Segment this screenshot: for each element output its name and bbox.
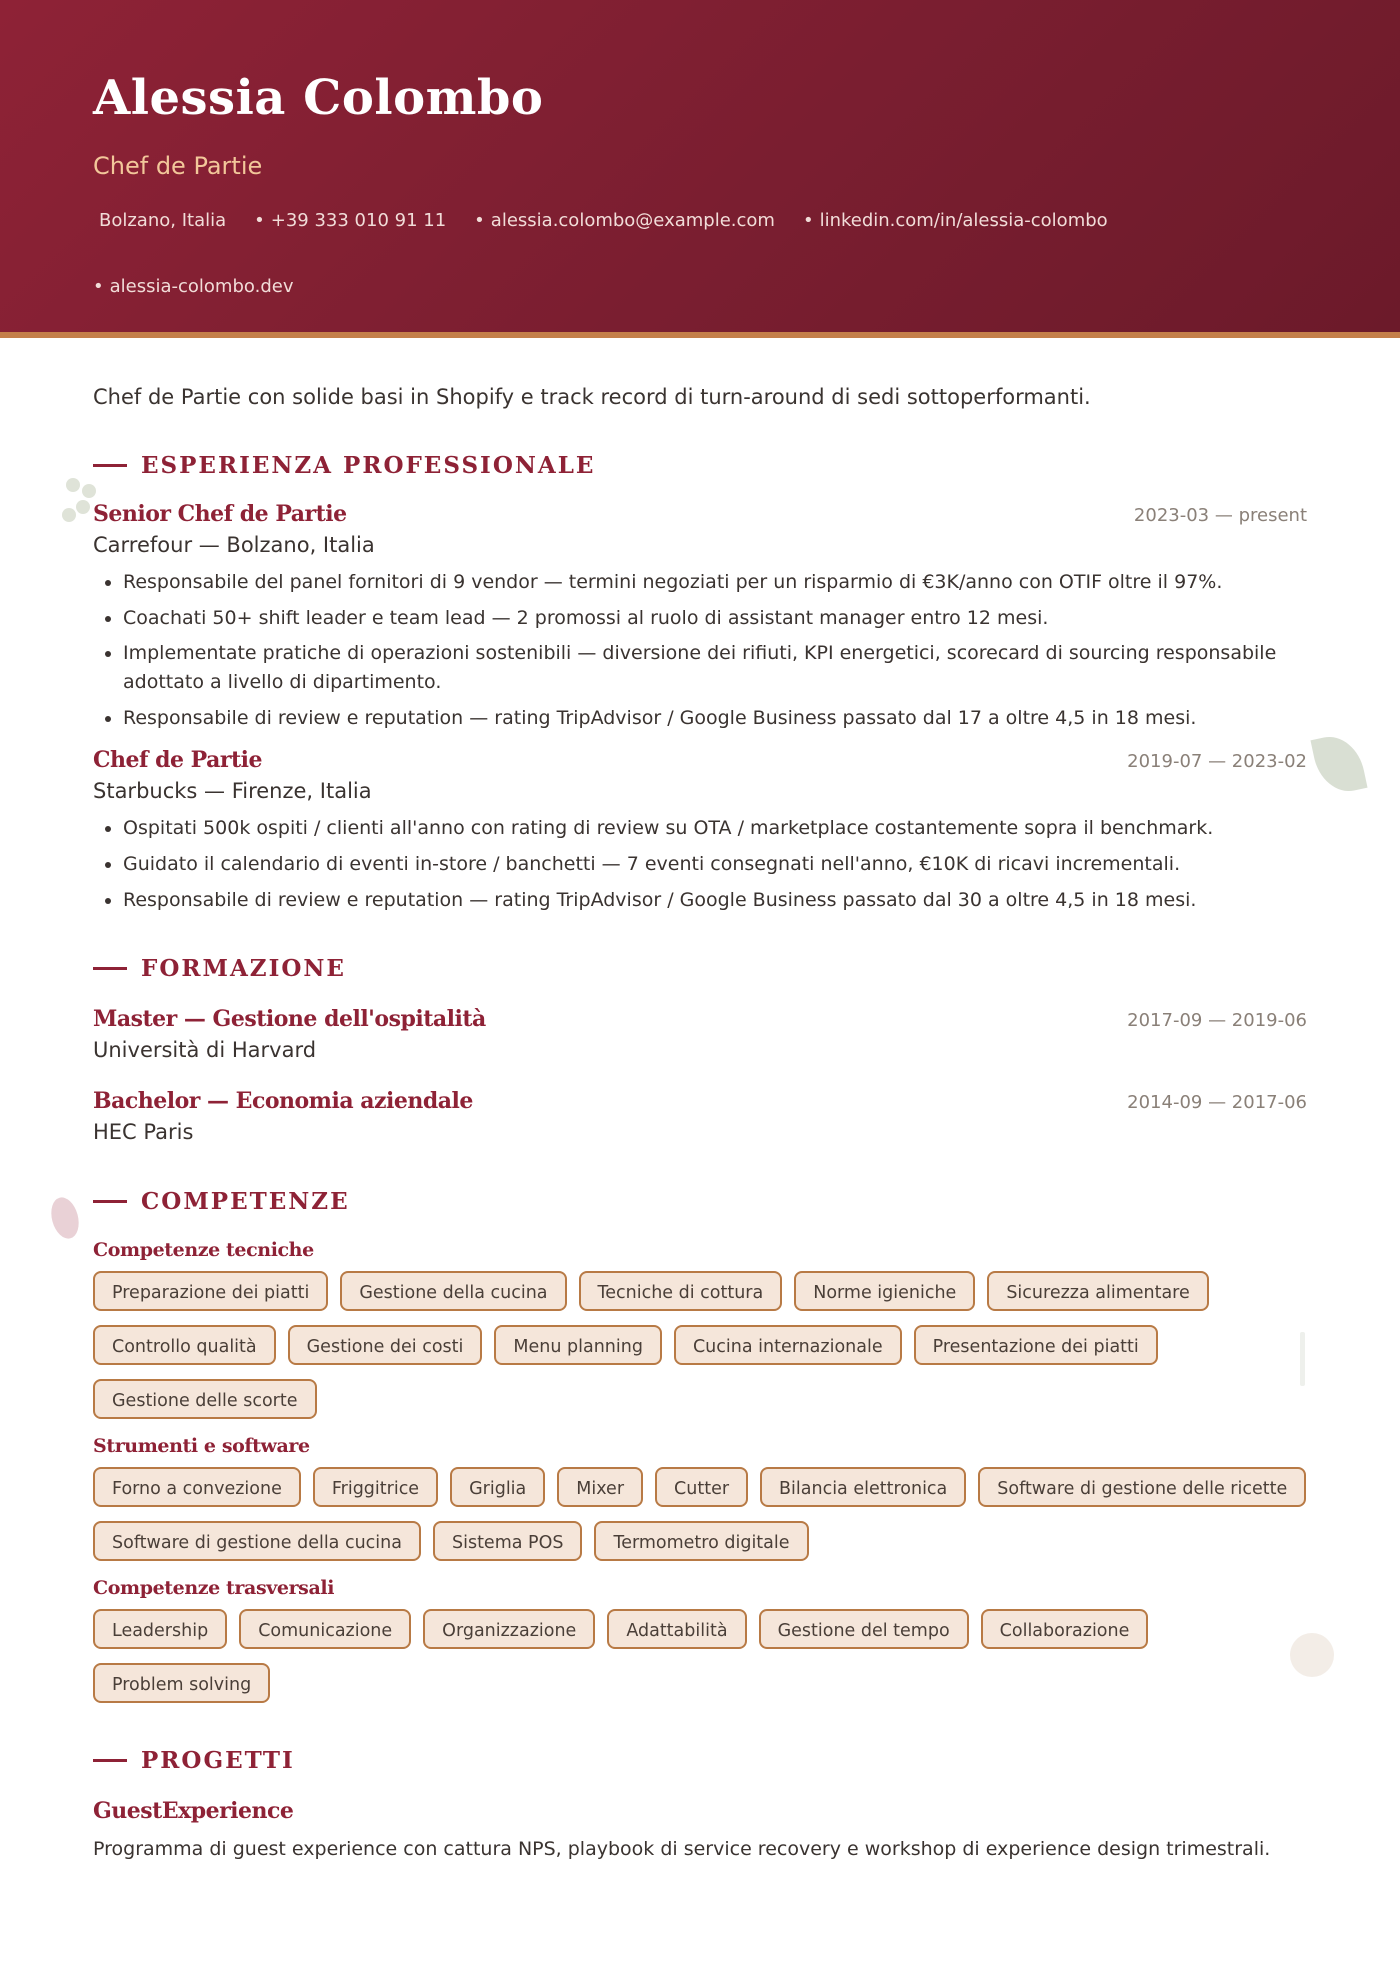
soft-skill-chip: Organizzazione [423,1609,595,1649]
skill-group [93,1435,1307,1561]
resume-header [0,0,1400,338]
skill-chip: Gestione della cucina [340,1271,566,1311]
section-heading: FORMAZIONE [93,955,1307,982]
job-title: Chef de Partie [93,152,263,180]
candidate-name: Alessia Colombo [93,70,544,126]
skill-chip: Controllo qualità [93,1325,276,1365]
job-bullets [93,567,1307,733]
bullet-dot-icon: • [93,276,104,297]
skill-chip: Tecniche di cottura [579,1271,783,1311]
soft-skill-chip: Gestione del tempo [759,1609,969,1649]
job-bullets [93,813,1307,915]
soft-skill-chip: Leadership [93,1609,227,1649]
project-entry [93,1798,1307,1860]
tool-chip: Software di gestione della cucina [93,1521,421,1561]
skill-chip: Cucina internazionale [674,1325,902,1365]
experience-section [93,452,1307,915]
job-role: Chef de Partie [93,747,262,773]
job-bullet: • Guidato il calendario di eventi in-store / banchetti — 7 eventi consegnati nell'anno, €10K di ricavi incrementali. [123,849,1307,879]
skill-group-title: Competenze tecniche [93,1239,314,1261]
degree-dates: 2014-09 — 2017-06 [1127,1092,1307,1113]
contact-linkedin[interactable]: • linkedin.com/in/alessia-colombo [802,210,1108,231]
degree-title: Bachelor — Economia aziendale [93,1088,473,1114]
skill-chip: Gestione dei costi [288,1325,483,1365]
tool-chip: Sistema POS [433,1521,583,1561]
skill-chip: Norme igieniche [794,1271,975,1311]
tool-chip: Termometro digitale [594,1521,808,1561]
tool-chip: Mixer [557,1467,643,1507]
job-bullet: • Responsabile del panel fornitori di 9 vendor — termini negoziati per un risparmio di €3K/anno con OTIF oltre il 97%. [123,567,1307,597]
job-entry [93,747,1307,915]
project-name: GuestExperience [93,1798,294,1824]
resume-body [93,370,1307,1860]
section-heading: PROGETTI [93,1747,1307,1774]
skill-chip: Gestione delle scorte [93,1379,317,1419]
soft-skill-chip: Adattabilità [607,1609,746,1649]
summary-text: Chef de Partie con solide basi in Shopify e track record di turn-around di sedi sottoperformanti. [93,385,1091,409]
skill-chips [93,1609,1307,1703]
soft-skill-chip: Comunicazione [239,1609,411,1649]
contact-phone[interactable]: • +39 333 010 91 11 [254,210,447,231]
soft-skill-chip: Problem solving [93,1663,270,1703]
skill-chip: Sicurezza alimentare [987,1271,1208,1311]
heading-rule [93,464,127,467]
decorative-leaf-icon [1310,731,1367,797]
job-dates: 2023-03 — present [1133,505,1307,526]
section-heading: COMPETENZE [93,1188,1307,1215]
job-bullet: • Responsabile di review e reputation — rating TripAdvisor / Google Business passato dal 17 a oltre 4,5 in 18 mesi. [123,703,1307,733]
education-entry [93,1006,1307,1062]
contact-list [93,205,1313,303]
degree-title: Master — Gestione dell'ospitalità [93,1006,486,1032]
job-bullet: • Ospitati 500k ospiti / clienti all'anno con rating di review su OTA / marketplace costantemente sopra il benchmark. [123,813,1307,843]
skill-chips [93,1467,1307,1561]
education-section [93,955,1307,1144]
contact-email[interactable]: • alessia.colombo@example.com [474,210,775,231]
job-bullet: • Coachati 50+ shift leader e team lead — 2 promossi al ruolo di assistant manager entro 12 mesi. [123,603,1307,633]
bullet-dot-icon: • [802,210,814,231]
tool-chip: Software di gestione delle ricette [978,1467,1306,1507]
job-bullet: • Responsabile di review e reputation — rating TripAdvisor / Google Business passato dal 30 a oltre 4,5 in 18 mesi. [123,885,1307,915]
tool-chip: Cutter [655,1467,748,1507]
skill-group [93,1239,1307,1419]
skills-section [93,1188,1307,1703]
soft-skill-chip: Collaborazione [981,1609,1149,1649]
decorative-blob [47,1194,83,1241]
heading-rule [93,1759,127,1762]
job-dates: 2019-07 — 2023-02 [1127,751,1307,772]
degree-dates: 2017-09 — 2019-06 [1127,1010,1307,1031]
tool-chip: Friggitrice [313,1467,438,1507]
school-name: HEC Paris [93,1120,194,1144]
project-description: Programma di guest experience con cattura NPS, playbook di service recovery e workshop di experience design trimestrali. [93,1838,1271,1860]
contact-location: Bolzano, Italia [99,210,227,231]
skill-chip: Preparazione dei piatti [93,1271,328,1311]
bullet-dot-icon: • [474,210,485,231]
contact-website[interactable]: • alessia-colombo.dev [93,276,294,297]
education-entry [93,1088,1307,1144]
skill-group [93,1577,1307,1703]
heading-rule [93,1200,127,1203]
bullet-dot-icon: • [254,210,265,231]
tool-chip: Griglia [450,1467,545,1507]
tool-chip: Forno a convezione [93,1467,301,1507]
job-org: Carrefour — Bolzano, Italia [93,533,375,557]
skill-chip: Presentazione dei piatti [914,1325,1158,1365]
tool-chip: Bilancia elettronica [760,1467,966,1507]
skill-group-title: Strumenti e software [93,1435,310,1457]
job-org: Starbucks — Firenze, Italia [93,779,372,803]
job-entry [93,501,1307,733]
job-role: Senior Chef de Partie [93,501,347,527]
heading-rule [93,967,127,970]
job-bullet: • Implementate pratiche di operazioni sostenibili — diversione dei rifiuti, KPI energetici, scorecard di sourcing responsabile adottato a livello di dipartimento. [123,639,1307,697]
skill-chip: Menu planning [494,1325,662,1365]
projects-section [93,1747,1307,1860]
section-heading: ESPERIENZA PROFESSIONALE [93,452,1307,479]
skill-group-title: Competenze trasversali [93,1577,335,1599]
skill-chips [93,1271,1307,1419]
school-name: Università di Harvard [93,1038,317,1062]
